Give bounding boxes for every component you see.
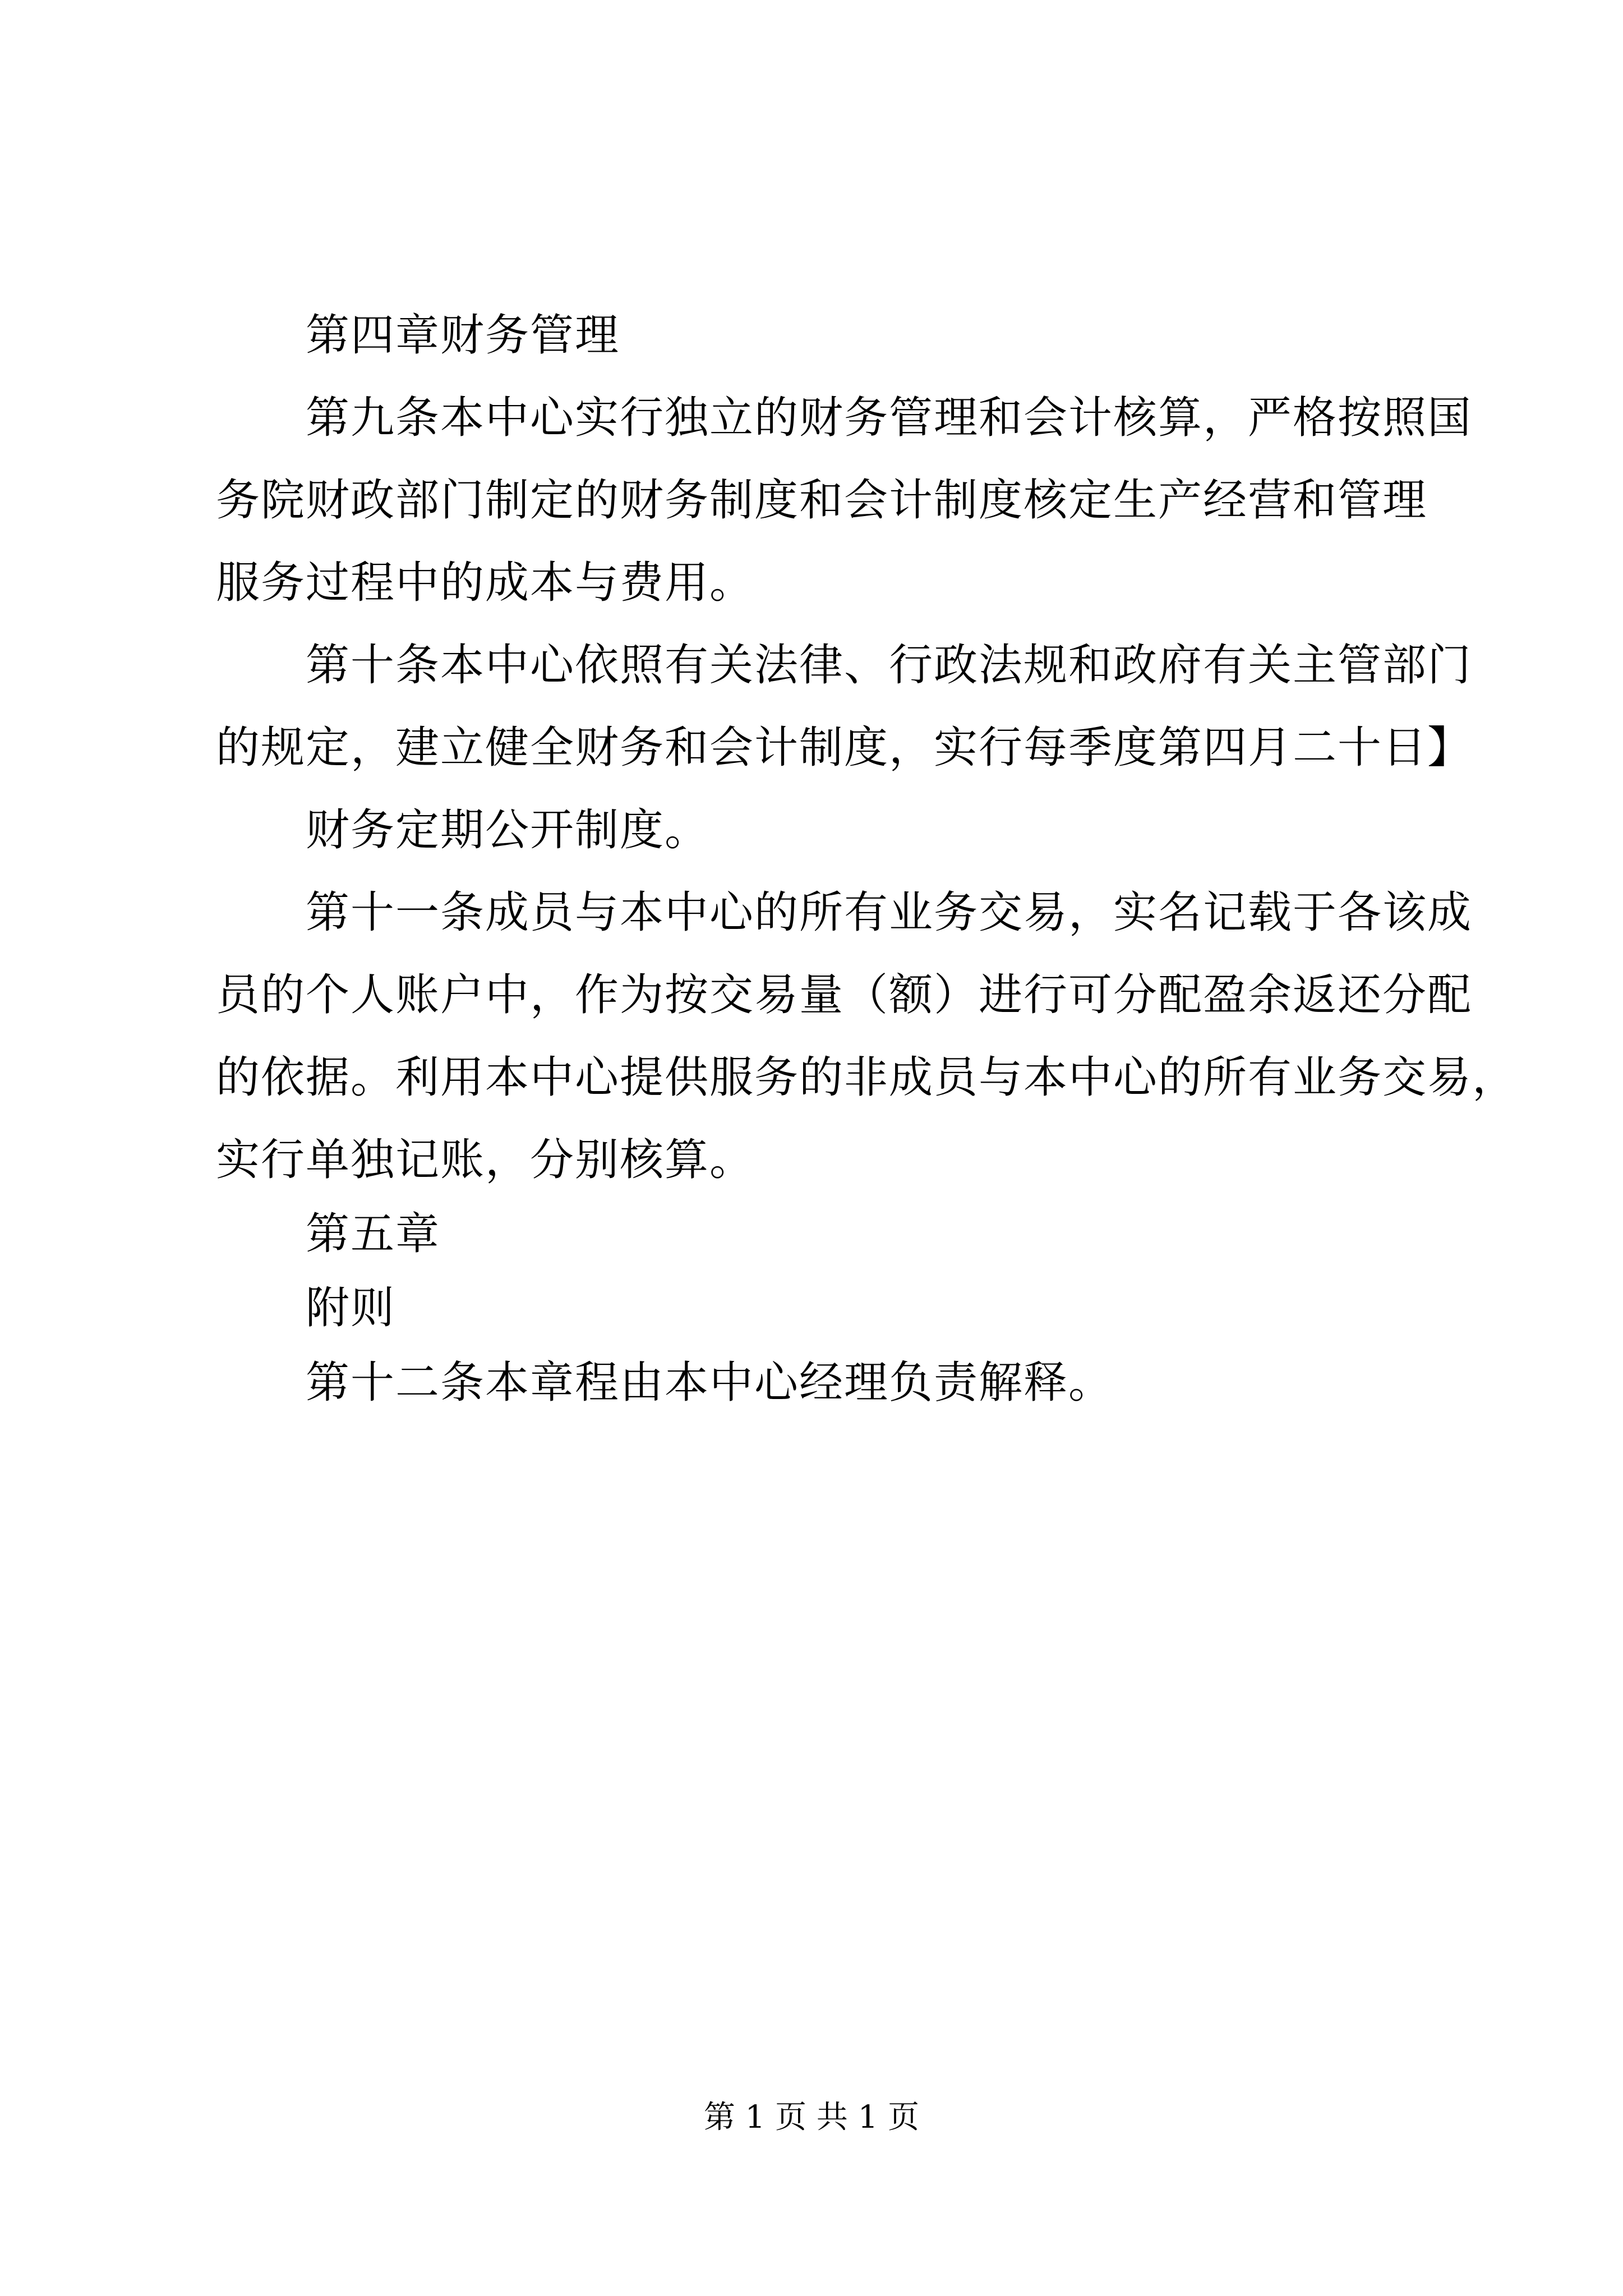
paragraph-line: 第十一条成员与本中心的所有业务交易，实名记载于各该成 (306, 887, 1473, 938)
paragraph-line: 员的个人账户中，作为按交易量（额）进行可分配盈余返还分配 (216, 970, 1473, 1020)
paragraph-line: 的规定，建立健全财务和会计制度，实行每季度第四月二十日】 (216, 723, 1473, 773)
paragraph-line: 的依据。利用本中心提供服务的非成员与本中心的所有业务交易， (216, 1052, 1518, 1103)
chapter-subheading: 附则 (306, 1283, 396, 1333)
paragraph-line: 第九条本中心实行独立的财务管理和会计核算，严格按照国 (306, 393, 1473, 443)
paragraph-line: 实行单独记账，分别核算。 (216, 1135, 755, 1185)
paragraph-line: 第十条本中心依照有关法律、行政法规和政府有关主管部门 (306, 640, 1473, 691)
chapter-heading: 第五章 (306, 1209, 441, 1259)
page-number-footer: 第 1 页 共 1 页 (703, 2099, 920, 2136)
chapter-heading: 第四章财务管理 (306, 310, 620, 361)
paragraph-line: 第十二条本章程由本中心经理负责解释。 (306, 1358, 1114, 1408)
paragraph-line: 服务过程中的成本与费用。 (216, 558, 755, 608)
paragraph-line: 务院财政部门制定的财务制度和会计制度核定生产经营和管理 (216, 475, 1428, 526)
paragraph-line: 财务定期公开制度。 (306, 805, 710, 855)
